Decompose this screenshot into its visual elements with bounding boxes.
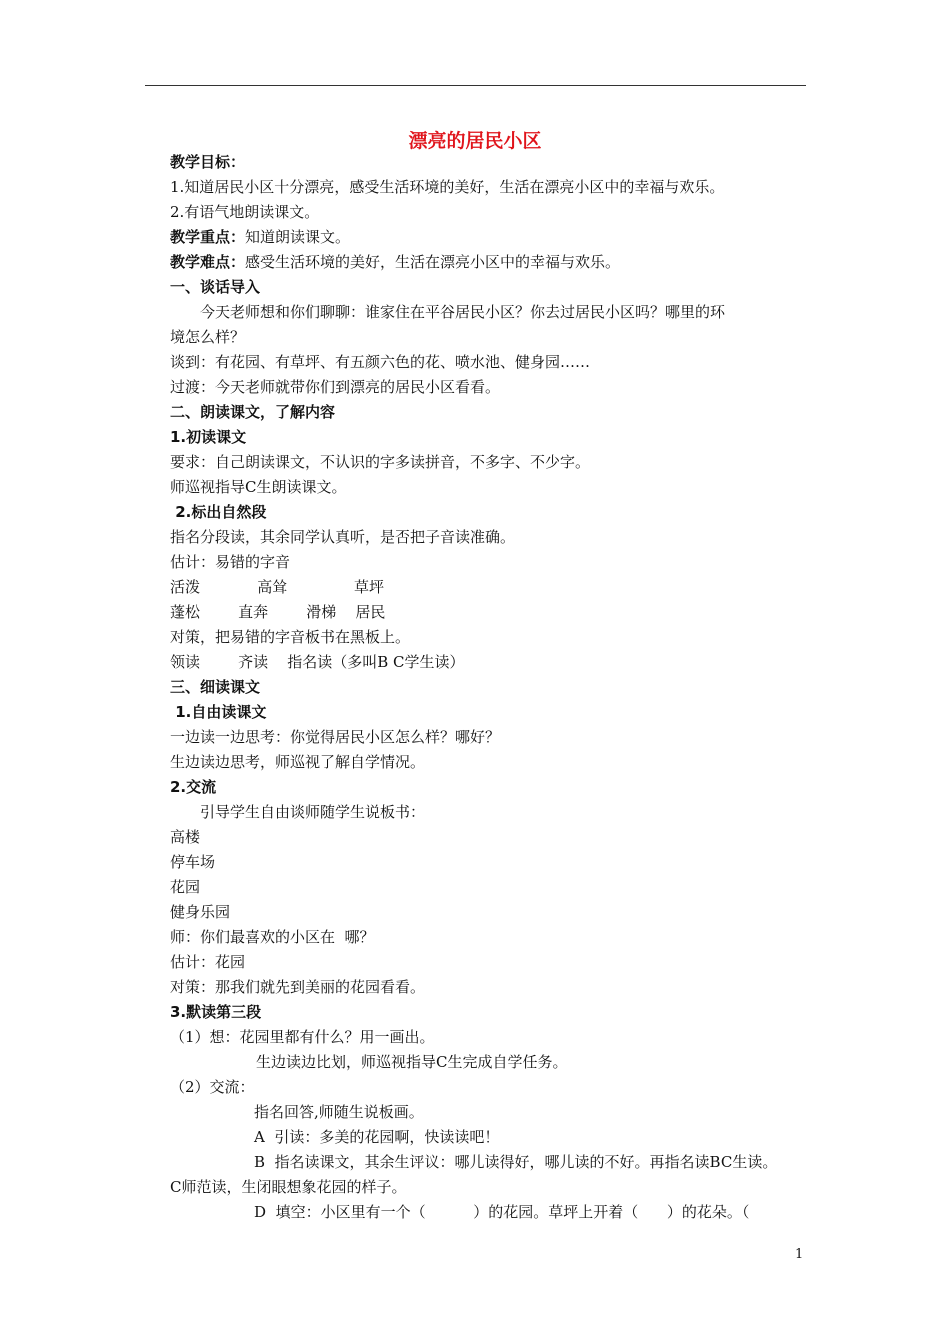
line-text: 师：你们最喜欢的小区在 哪？ xyxy=(170,928,375,946)
line-text: 高楼 xyxy=(170,828,201,846)
text-line xyxy=(170,1050,810,1075)
text-line xyxy=(170,550,810,575)
document-body xyxy=(170,150,810,1225)
text-line xyxy=(170,450,810,475)
line-text: 蓬松 直奔 滑梯 居民 xyxy=(170,603,386,621)
text-line xyxy=(170,800,810,825)
line-text: 指名回答,师随生说板画。 xyxy=(254,1103,424,1121)
line-text: 引导学生自由谈师随学生说板书： xyxy=(200,803,426,821)
text-line xyxy=(170,150,810,175)
section-heading: 三、细读课文 xyxy=(170,678,261,696)
text-line xyxy=(170,1000,810,1025)
text-line xyxy=(170,700,810,725)
text-line xyxy=(170,600,810,625)
line-text: 1.知道居民小区十分漂亮，感受生活环境的美好，生活在漂亮小区中的幸福与欢乐。 xyxy=(170,178,725,196)
line-text: 领读 齐读 指名读（多叫B C学生读） xyxy=(170,653,465,671)
line-label: 教学重点： xyxy=(170,228,246,246)
text-line xyxy=(170,375,810,400)
text-line xyxy=(170,1200,810,1225)
section-heading: 1.初读课文 xyxy=(170,428,247,446)
page-number: 1 xyxy=(795,1247,804,1262)
text-line xyxy=(170,1025,810,1050)
line-text: 健身乐园 xyxy=(170,903,231,921)
line-text: C师范读，生闭眼想象花园的样子。 xyxy=(170,1178,407,1196)
section-heading: 1.自由读课文 xyxy=(170,703,267,721)
text-line xyxy=(170,225,810,250)
section-heading: 2.标出自然段 xyxy=(170,503,267,521)
text-line xyxy=(170,625,810,650)
line-text: 过渡：今天老师就带你们到漂亮的居民小区看看。 xyxy=(170,378,501,396)
text-line xyxy=(170,525,810,550)
line-text: 指名分段读，其余同学认真听，是否把子音读准确。 xyxy=(170,528,516,546)
text-line xyxy=(170,825,810,850)
text-line xyxy=(170,775,810,800)
text-line xyxy=(170,950,810,975)
text-line xyxy=(170,400,810,425)
header-rule xyxy=(145,85,806,86)
text-line xyxy=(170,300,810,325)
text-line xyxy=(170,725,810,750)
document-title: 漂亮的居民小区 xyxy=(408,130,542,152)
text-line xyxy=(170,325,810,350)
section-heading: 3.默读第三段 xyxy=(170,1003,262,1021)
text-line xyxy=(170,575,810,600)
text-line xyxy=(170,275,810,300)
line-text: 一边读一边思考：你觉得居民小区怎么样？哪好？ xyxy=(170,728,501,746)
text-line xyxy=(170,500,810,525)
line-text: 境怎么样？ xyxy=(170,328,246,346)
text-line xyxy=(170,475,810,500)
section-heading: 一、谈话导入 xyxy=(170,278,261,296)
line-text: 2.有语气地朗读课文。 xyxy=(170,203,320,221)
line-text: A 引读：多美的花园啊，快读读吧！ xyxy=(254,1128,500,1146)
text-line xyxy=(170,975,810,1000)
line-text: 谈到：有花园、有草坪、有五颜六色的花、喷水池、健身园…… xyxy=(170,353,591,371)
text-line xyxy=(170,175,810,200)
text-line xyxy=(170,850,810,875)
line-text: （1）想：花园里都有什么？用一画出。 xyxy=(170,1028,435,1046)
section-heading: 2.交流 xyxy=(170,778,217,796)
section-heading: 教学目标： xyxy=(170,153,246,171)
line-text: B 指名读课文，其余生评议：哪儿读得好，哪儿读的不好。再指名读BC生读。 xyxy=(254,1153,778,1171)
section-heading: 二、朗读课文，了解内容 xyxy=(170,403,336,421)
line-text: 师巡视指导C生朗读课文。 xyxy=(170,478,347,496)
line-text: 估计：易错的字音 xyxy=(170,553,291,571)
line-text: 生边读边思考，师巡视了解自学情况。 xyxy=(170,753,426,771)
line-text: 要求：自己朗读课文，不认识的字多读拼音，不多字、不少字。 xyxy=(170,453,591,471)
text-line xyxy=(170,675,810,700)
line-text: D 填空：小区里有一个（ ）的花园。草坪上开着（ ）的花朵。（ xyxy=(254,1203,750,1221)
text-line xyxy=(170,1150,810,1175)
text-line xyxy=(170,1125,810,1150)
text-line xyxy=(170,900,810,925)
line-text: 停车场 xyxy=(170,853,216,871)
text-line xyxy=(170,875,810,900)
line-text: 对策，把易错的字音板书在黑板上。 xyxy=(170,628,411,646)
text-line xyxy=(170,425,810,450)
text-line xyxy=(170,200,810,225)
line-text: 估计：花园 xyxy=(170,953,246,971)
text-line xyxy=(170,1175,810,1200)
line-text: 对策：那我们就先到美丽的花园看看。 xyxy=(170,978,426,996)
line-label: 教学难点： xyxy=(170,253,246,271)
text-line xyxy=(170,650,810,675)
line-text: （2）交流： xyxy=(170,1078,255,1096)
text-line xyxy=(170,350,810,375)
line-text: 活泼 高耸 草坪 xyxy=(170,578,384,596)
text-line xyxy=(170,750,810,775)
line-text: 生边读边比划，师巡视指导C生完成自学任务。 xyxy=(256,1053,568,1071)
text-line xyxy=(170,1100,810,1125)
line-text: 今天老师想和你们聊聊：谁家住在平谷居民小区？你去过居民小区吗？哪里的环 xyxy=(200,303,726,321)
text-line xyxy=(170,925,810,950)
text-line xyxy=(170,1075,810,1100)
line-text: 知道朗读课文。 xyxy=(245,228,351,246)
text-line xyxy=(170,250,810,275)
line-text: 花园 xyxy=(170,878,201,896)
line-text: 感受生活环境的美好，生活在漂亮小区中的幸福与欢乐。 xyxy=(245,253,621,271)
